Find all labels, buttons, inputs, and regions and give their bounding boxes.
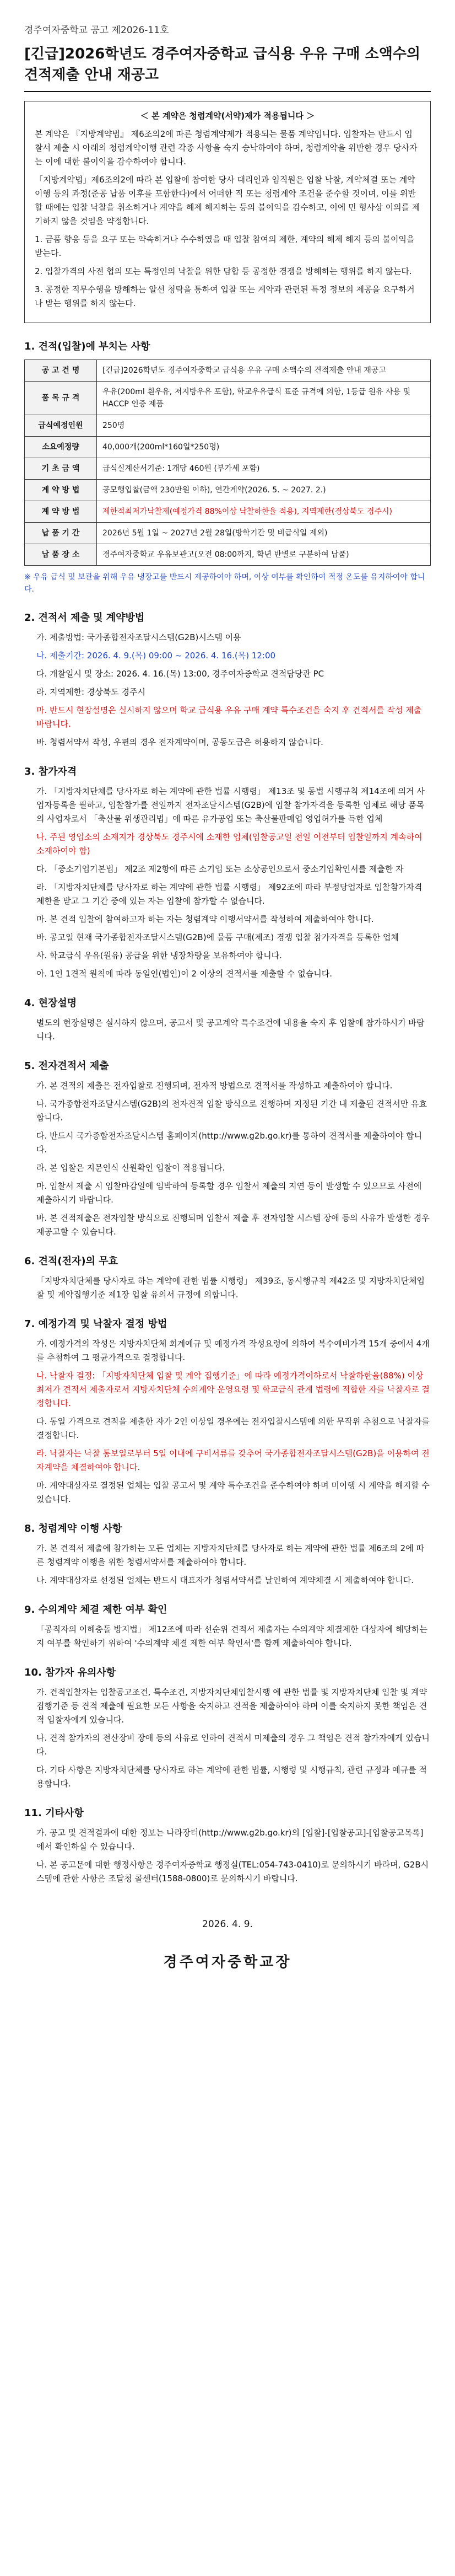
table-row	[25, 501, 431, 523]
table-row	[25, 523, 431, 544]
list-item: 다. 반드시 국가종합전자조달시스템 홈페이지(http://www.g2b.go.kr)를 통하여 견적서를 제출하여야 합니다.	[36, 1131, 422, 1155]
section-title: 7. 예정가격 및 낙찰자 결정 방법	[24, 1318, 167, 1330]
list-item: 바. 공고일 현재 국가종합전자조달시스템(G2B)에 물품 구매(제조) 경쟁 입찰 참가자격을 등록한 업체	[36, 932, 399, 942]
document-title: [긴급]2026학년도 경주여자중학교 급식용 우유 구매 소액수의 견적제출 안내 재공고	[24, 44, 431, 92]
list-item: 라. 「지방자치단체를 당사자로 하는 계약에 관한 법률 시행령」 제92조에 따라 부정당업자로 입찰참가자격 제한을 받고 그 기간 중에 있는 자는 입찰에 참가할 수 없습니다.	[36, 882, 422, 906]
section-title: 5. 전자견적서 제출	[24, 1060, 109, 1072]
table-row	[25, 360, 431, 382]
notice-number: 경주여자중학교 공고 제2026-11호	[24, 25, 169, 36]
table-row	[25, 382, 431, 415]
row-value: [긴급]2026학년도 경주여자중학교 급식용 우유 구매 소액수의 견적제출 안내 재공고	[97, 360, 431, 382]
list-item: 나. 낙찰자 결정: 「지방자치단체 입찰 및 계약 집행기준」에 따라 예정가격이하로서 낙찰하한율(88%) 이상 최저가 견적서 제출자로서 지방자치단체 수의계약 운영요령 및 학교급식 관계 법령에 적합한 자를 낙찰자로 결정합니다.	[36, 1371, 430, 1408]
row-label: 기 초 금 액	[25, 458, 97, 480]
list-item: 가. 예정가격의 작성은 지방자치단체 회계예규 및 예정가격 작성요령에 의하여 복수예비가격 15개 중에서 4개를 추첨하여 그 평균가격으로 결정합니다.	[36, 1339, 430, 1362]
row-value: 우유(200ml 흰우유, 저지방우유 포함), 학교우유급식 표준 규격에 의함, 1등급 원유 사용 및 HACCP 인증 제품	[97, 382, 431, 415]
row-label: 소요예정량	[25, 437, 97, 458]
list-item: 다. 동일 가격으로 견적을 제출한 자가 2인 이상일 경우에는 전자입찰시스템에 의한 무작위 추첨으로 낙찰자를 결정합니다.	[36, 1416, 430, 1440]
list-item: 나. 본 공고문에 대한 행정사항은 경주여자중학교 행정실(TEL:054-743-0410)로 문의하시기 바라며, G2B시스템에 관한 사항은 조달청 콜센터(1588-0800)로 문의하시기 바랍니다.	[36, 1860, 429, 1883]
row-value: 공모행입찰(금액 230만원 이하), 연간계약(2026. 5. ~ 2027. 2.)	[97, 480, 431, 501]
row-label: 납 품 기 간	[25, 523, 97, 544]
row-value: 경주여자중학교 우유보관고(오전 08:00까지, 학년 반별로 구분하여 납품)	[97, 544, 431, 566]
row-label: 계 약 방 법	[25, 480, 97, 501]
integrity-paragraph: 본 계약은 『지방계약법』 제6조의2에 따른 청렴계약제가 적용되는 물품 계약입니다. 입찰자는 반드시 입찰서 제출 시 아래의 청렴계약이행 관련 각종 사항을 숙지 숭낙하여야 하며, 청렴계약을 위반한 경우 당사자는 이에 대한 불이익을 감수하여야 합니다.	[35, 129, 418, 167]
section-title: 2. 견적서 제출 및 계약방법	[24, 612, 145, 624]
section-body	[24, 785, 431, 981]
integrity-paragraph: 2. 입찰가격의 사전 협의 또는 특정인의 낙찰을 위한 담합 등 공정한 경쟁을 방해하는 행위를 하지 않는다.	[35, 266, 412, 276]
row-label: 공 고 건 명	[25, 360, 97, 382]
table-row	[25, 437, 431, 458]
list-item: 라. 본 입찰은 지문인식 신원확인 입찰이 적용됩니다.	[36, 1163, 225, 1173]
section-title: 1. 견적(입찰)에 부치는 사항	[24, 341, 150, 352]
list-item: 라. 지역제한: 경상북도 경주시	[36, 687, 146, 697]
list-item: 가. 견적입찰자는 입찰공고조건, 특수조건, 지방자치단체입찰시행 에 관한 법률 및 지방자치단체 입찰 및 계약 집행기준 등 견적 제출에 필요한 모든 사항을 숙지하고 견적을 제출하여야 하며 이를 숙지하지 못한 책임은 견적 입찰자에게 있습니다.	[36, 1687, 427, 1725]
table-row	[25, 544, 431, 566]
list-item: 마. 계약대상자로 결정된 업체는 입찰 공고서 및 계약 특수조건을 준수하여야 하며 미이행 시 계약을 해지할 수 있습니다.	[36, 1480, 430, 1504]
section-title: 3. 참가자격	[24, 766, 77, 777]
row-value: 급식실계산서기준: 1개당 460원 (부가세 포함)	[97, 458, 431, 480]
section-title: 4. 현장설명	[24, 997, 77, 1009]
integrity-paragraph: 1. 금품 향응 등을 요구 또는 약속하거나 수수하였을 때 입찰 참여의 제한, 계약의 해제 해지 등의 불이익을 받는다.	[35, 234, 415, 258]
list-item: 바. 본 견적제출은 전자입찰 방식으로 진행되며 입찰서 제출 후 전자입찰 시스템 장애 등의 사유가 발생한 경우 재공고할 수 있습니다.	[36, 1213, 430, 1237]
row-value: 250명	[97, 415, 431, 437]
bid-info-table	[24, 359, 431, 566]
section-body	[24, 1623, 431, 1650]
notice-date: 2026. 4. 9.	[202, 1919, 253, 1930]
row-label: 급식예정인원	[25, 415, 97, 437]
list-item: 마. 입찰서 제출 시 입찰마감일에 임박하여 등록할 경우 입찰서 제출의 지연 등이 발생할 수 있으므로 사전에 제출하시기 바랍니다.	[36, 1181, 422, 1205]
list-item: 나. 국가종합전자조달시스템(G2B)의 전자견적 입찰 방식으로 진행하며 지정된 기간 내 제출된 견적서만 유효합니다.	[36, 1099, 427, 1123]
list-item: 나. 계약대상자로 선정된 업체는 반드시 대표자가 청렴서약서를 날인하여 계약체결 시 제출하여야 합니다.	[36, 1575, 414, 1585]
list-item: 라. 낙찰자는 낙찰 통보일로부터 5일 이내에 구비서류를 갖추어 국가종합전자조달시스템(G2B)을 이용하여 전자계약을 체결하여야 합니다.	[36, 1448, 430, 1472]
school-principal: 경주여자중학교장	[163, 1954, 292, 1971]
row-label: 품 목 규 격	[25, 382, 97, 415]
integrity-paragraph: 3. 공정한 직무수행을 방해하는 알선 청탁을 통하여 입찰 또는 계약과 관련된 특정 정보의 제공을 요구하거나 받는 행위를 하지 않는다.	[35, 285, 415, 308]
section-body	[24, 1542, 431, 1587]
list-item: 나. 주된 영업소의 소재지가 경상북도 경주시에 소재한 업체(입찰공고일 전일 이전부터 입찰일까지 계속하여 소재하여야 함)	[36, 832, 422, 856]
list-item: 다. 기타 사항은 지방자치단체를 당사자로 하는 계약에 관한 법률, 시행령 및 시행규칙, 관련 규정과 예규를 적용합니다.	[36, 1765, 427, 1789]
list-item: 사. 학교급식 우유(원유) 공급을 위한 냉장차량을 보유하여야 합니다.	[36, 951, 282, 960]
section-title: 10. 참가자 유의사항	[24, 1667, 116, 1678]
section-body	[24, 1337, 431, 1506]
list-item: 가. 「지방자치단체를 당사자로 하는 계약에 관한 법률 시행령」 제13조 및 동법 시행규칙 제14조에 의거 사업자등록을 필하고, 입찰참가를 전일까지 전자조달시스템(G2B)에 입찰 참가자격을 등록한 업체로 해당 품목의 사업자로서 「축산물 위생관리법」에 따른 유가공업 또는 축산물판매업 영업허가를 득한 업체	[36, 786, 425, 824]
table-row	[25, 480, 431, 501]
list-item: 나. 견적 참가자의 전산장비 장애 등의 사유로 인하여 견적서 미제출의 경우 그 책임은 견적 참가자에게 있습니다.	[36, 1733, 430, 1757]
section-body	[24, 1079, 431, 1239]
list-item: 다. 개찰일시 및 장소: 2026. 4. 16.(목) 13:00, 경주여자중학교 견적담당관 PC	[36, 669, 324, 679]
list-item: 가. 본 견적의 제출은 전자입찰로 진행되며, 전자적 방법으로 견적서를 작성하고 제출하여야 합니다.	[36, 1081, 393, 1091]
list-item: 「공직자의 이해충돌 방지법」 제12조에 따라 선순위 견적서 제출자는 수의계약 체결제한 대상자에 해당하는지 여부를 확인하기 위하여 '수의계약 체결 제한 여부 확인서'를 함께 제출하여야 합니다.	[36, 1624, 428, 1648]
integrity-contract-box	[24, 101, 431, 323]
section-body	[24, 1686, 431, 1791]
section-body	[24, 1274, 431, 1302]
list-item: 나. 제출기간: 2026. 4. 9.(목) 09:00 ~ 2026. 4. 16.(목) 12:00	[36, 651, 276, 661]
list-item: 가. 본 견적서 제출에 참가하는 모든 업체는 지방자치단체를 당사자로 하는 계약에 관한 법률 제6조의 2에 따른 청렴계약 이행을 위한 청렴서약서를 제출하여야 합니다.	[36, 1543, 424, 1567]
integrity-heading: ＜ 본 계약은 청렴계약(서약)제가 적용됩니다 ＞	[140, 111, 315, 121]
table-note: ※ 우유 급식 및 보관을 위해 우유 냉장고를 반드시 제공하여야 하며, 이상 여부를 확인하여 적정 온도를 유지하여야 합니다.	[24, 573, 425, 594]
list-item: 아. 1인 1견적 원칙에 따라 동일인(법인)이 2 이상의 견적서를 제출할 수 없습니다.	[36, 969, 333, 979]
row-value: 40,000개(200ml*160일*250명)	[97, 437, 431, 458]
section-body	[24, 1016, 431, 1044]
table-row	[25, 415, 431, 437]
row-label: 납 품 장 소	[25, 544, 97, 566]
list-item: 가. 제출방법: 국가종합전자조달시스템(G2B)시스템 이용	[36, 632, 241, 642]
list-item: 마. 반드시 현장설명은 실시하지 않으며 학교 급식용 우유 구매 계약 특수조건을 숙지 후 견적서를 작성 제출 바랍니다.	[36, 705, 422, 729]
list-item: 다. 「중소기업기본법」 제2조 제2항에 따른 소기업 또는 소상공인으로서 중소기업확인서를 제출한 자	[36, 864, 404, 874]
row-value: 제한적최저가낙찰제(예정가격 88%이상 낙찰하한율 적용), 지역제한(경상북도 경주시)	[97, 501, 431, 523]
list-item: 바. 청렴서약서 작성, 우편의 경우 전자계약이며, 공동도급은 허용하지 않습니다.	[36, 737, 323, 747]
section-title: 9. 수의계약 체결 제한 여부 확인	[24, 1604, 167, 1616]
section-body	[24, 1826, 431, 1886]
integrity-paragraph: 「지방계약법」제6조의2에 따라 본 입찰에 참여한 당사 대리인과 임직원은 입찰 낙찰, 계약체결 또는 계약이행 등의 과정(준공 납품 이후를 포함한다)에서 어떠한 직 또는 청렴계약 조건을 준수할 것이며, 이를 위반할 때에는 입찰 낙찰을 취소하거나 계약을 해제 해지하는 등의 불이익을 감수하고, 이에 민 형사상 이의를 제기하지 않을 것임을 약정합니다.	[35, 175, 420, 226]
list-item: 별도의 현장설명은 실시하지 않으며, 공고서 및 공고계약 특수조건에 내용을 숙지 후 입찰에 참가하시기 바랍니다.	[36, 1018, 425, 1042]
list-item: 가. 공고 및 견적결과에 대한 정보는 나라장터(http://www.g2b.go.kr)의 [입찰]-[입찰공고]-[입찰공고목록]에서 확인하실 수 있습니다.	[36, 1828, 424, 1852]
table-row	[25, 458, 431, 480]
section-title: 11. 기타사항	[24, 1807, 84, 1819]
section-title: 6. 견적(전자)의 무효	[24, 1255, 118, 1267]
list-item: 「지방자치단체를 당사자로 하는 계약에 관한 법률 시행령」 제39조, 동시행규칙 제42조 및 지방자치단체입찰 및 계약집행기준 제1장 입찰 유의서 규정에 의합니다.	[36, 1276, 425, 1300]
section-body	[24, 631, 431, 749]
row-label: 계 약 방 법	[25, 501, 97, 523]
list-item: 마. 본 견적 입찰에 참여하고자 하는 자는 청렴계약 이행서약서를 작성하여 제출하여야 합니다.	[36, 914, 374, 924]
row-value: 2026년 5월 1일 ~ 2027년 2월 28일(방학기간 및 비급식일 제외)	[97, 523, 431, 544]
section-title: 8. 청렴계약 이행 사항	[24, 1523, 122, 1534]
